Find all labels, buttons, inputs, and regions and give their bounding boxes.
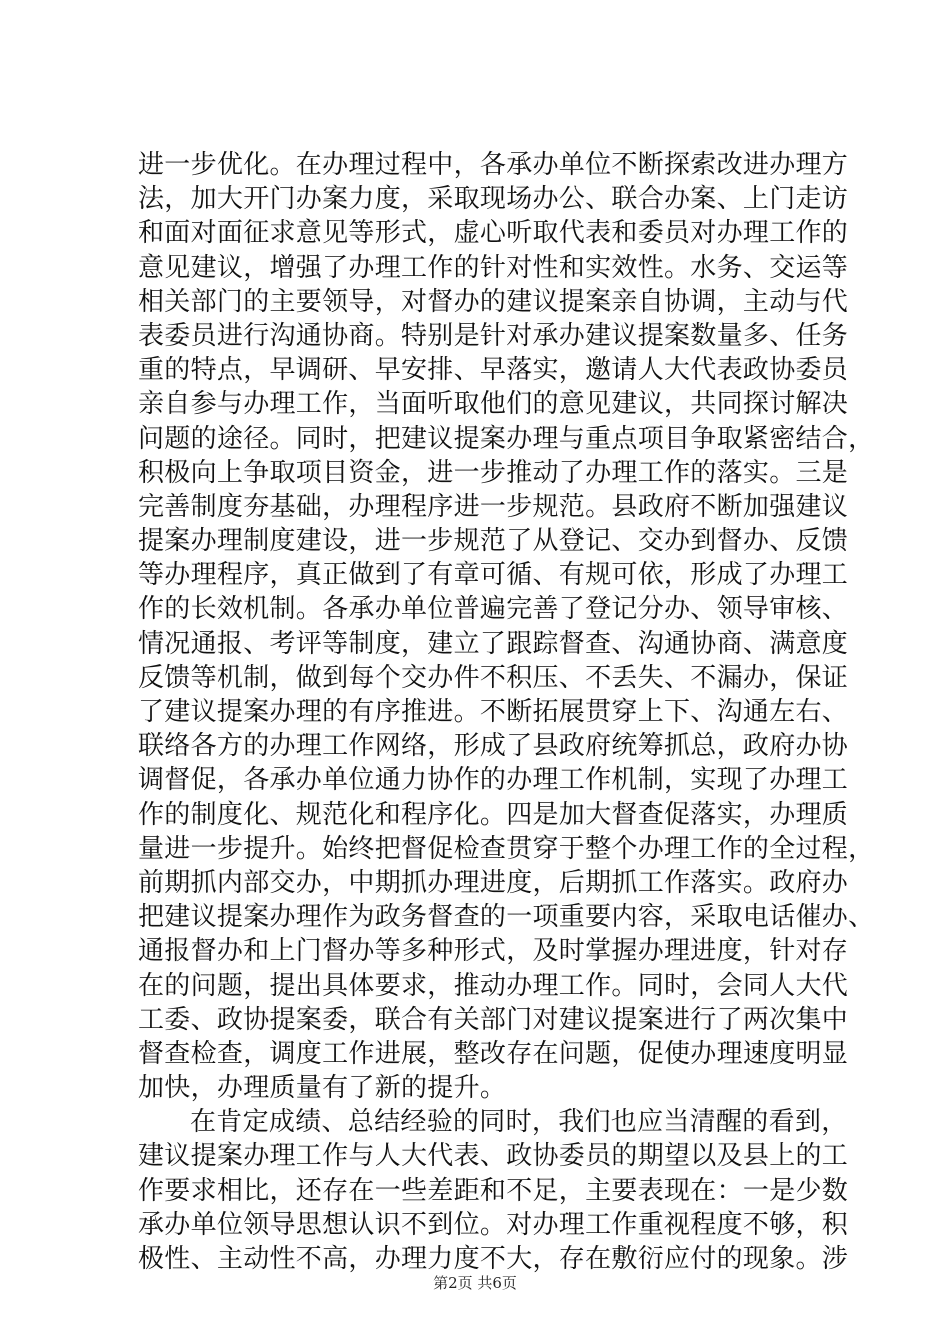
text-line: 提案办理制度建设，进一步规范了从登记、交办到督办、反馈 xyxy=(138,526,849,557)
text-line: 建议提案办理工作与人大代表、政协委员的期望以及县上的工 xyxy=(138,1141,849,1172)
text-line: 把建议提案办理作为政务督查的一项重要内容，采取电话催办、 xyxy=(138,902,875,933)
text-line: 极性、主动性不高，办理力度不大，存在敷衍应付的现象。涉 xyxy=(138,1244,849,1274)
text-line: 作的长效机制。各承办单位普遍完善了登记分办、领导审核、 xyxy=(138,594,849,625)
text-line: 完善制度夯基础，办理程序进一步规范。县政府不断加强建议 xyxy=(138,491,849,522)
text-line: 积极向上争取项目资金，进一步推动了办理工作的落实。三是 xyxy=(138,457,849,488)
text-line: 和面对面征求意见等形式，虚心听取代表和委员对办理工作的 xyxy=(138,218,849,249)
text-line: 情况通报、考评等制度，建立了跟踪督查、沟通协商、满意度 xyxy=(138,628,849,659)
text-line: 作要求相比，还存在一些差距和不足，主要表现在：一是少数 xyxy=(138,1175,849,1206)
text-line: 督查检查，调度工作进展，整改存在问题，促使办理速度明显 xyxy=(138,1038,849,1069)
text-line: 联络各方的办理工作网络，形成了县政府统筹抓总，政府办协 xyxy=(138,731,849,762)
page-number-footer: 第2页 共6页 xyxy=(433,1274,517,1292)
text-line: 反馈等机制，做到每个交办件不积压、不丢失、不漏办，保证 xyxy=(138,662,849,693)
text-line: 法，加大开门办案力度，采取现场办公、联合办案、上门走访 xyxy=(138,184,849,215)
text-line: 亲自参与办理工作，当面听取他们的意见建议，共同探讨解决 xyxy=(138,389,849,420)
text-line: 加快，办理质量有了新的提升。 xyxy=(138,1073,507,1104)
text-line: 工委、政协提案委，联合有关部门对建议提案进行了两次集中 xyxy=(138,1004,849,1035)
text-line: 作的制度化、规范化和程序化。四是加大督查促落实，办理质 xyxy=(138,799,849,830)
text-line: 承办单位领导思想认识不到位。对办理工作重视程度不够，积 xyxy=(138,1209,849,1240)
text-line: 前期抓内部交办，中期抓办理进度，后期抓工作落实。政府办 xyxy=(138,867,849,898)
text-line: 重的特点，早调研、早安排、早落实，邀请人大代表政协委员 xyxy=(138,355,849,386)
text-line: 进一步优化。在办理过程中，各承办单位不断探索改进办理方 xyxy=(138,150,849,180)
text-line: 量进一步提升。始终把督促检查贯穿于整个办理工作的全过程， xyxy=(138,833,875,864)
text-line: 调督促，各承办单位通力协作的办理工作机制，实现了办理工 xyxy=(138,765,849,796)
text-line: 表委员进行沟通协商。特别是针对承办建议提案数量多、任务 xyxy=(138,320,849,351)
text-line: 意见建议，增强了办理工作的针对性和实效性。水务、交运等 xyxy=(138,252,849,283)
paragraph-first-line: 在肯定成绩、总结经验的同时，我们也应当清醒的看到， xyxy=(190,1107,848,1138)
text-line: 等办理程序，真正做到了有章可循、有规可依，形成了办理工 xyxy=(138,560,849,591)
text-line: 在的问题，提出具体要求，推动办理工作。同时，会同人大代 xyxy=(138,970,849,1001)
text-line: 了建议提案办理的有序推进。不断拓展贯穿上下、沟通左右、 xyxy=(138,697,849,727)
text-line: 问题的途径。同时，把建议提案办理与重点项目争取紧密结合， xyxy=(138,423,875,454)
body-text xyxy=(138,148,875,1276)
text-line: 通报督办和上门督办等多种形式，及时掌握办理进度，针对存 xyxy=(138,936,849,967)
text-line: 相关部门的主要领导，对督办的建议提案亲自协调，主动与代 xyxy=(138,286,849,317)
